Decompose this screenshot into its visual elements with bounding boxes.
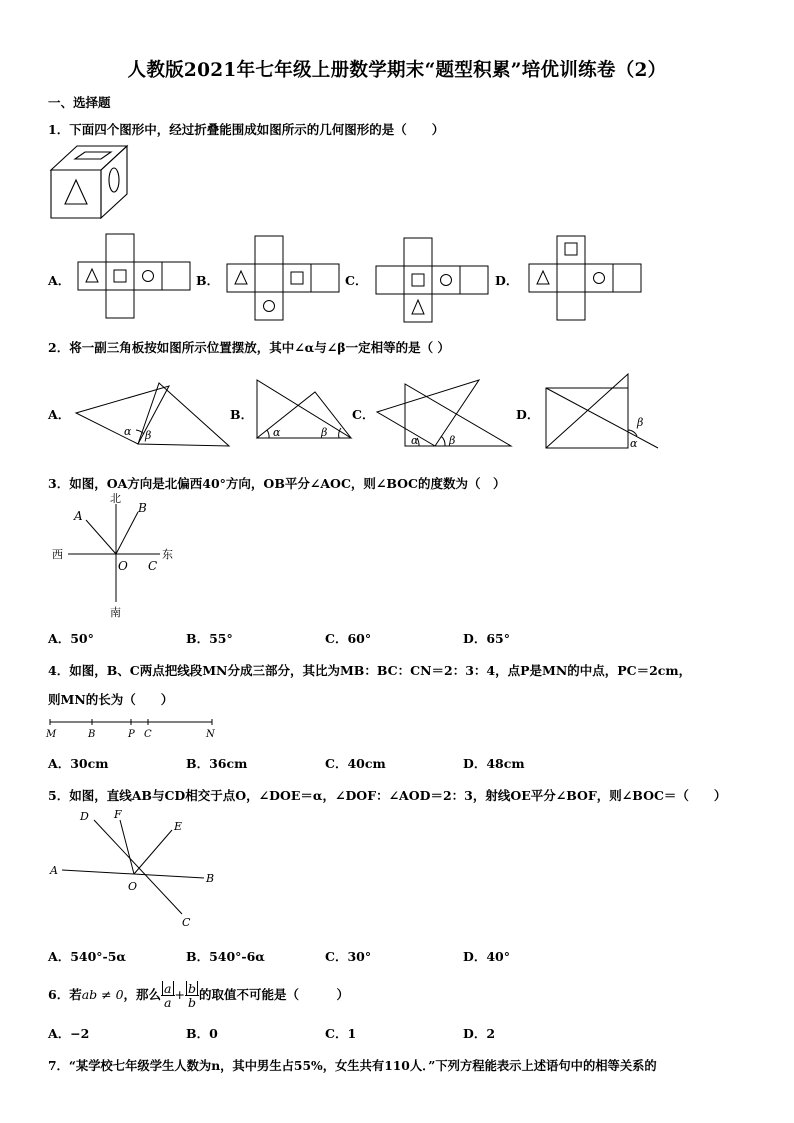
q6-condition: ab ≠ 0	[81, 987, 124, 1002]
q2-figure-a[interactable]	[74, 378, 234, 448]
q3-label-west: 西	[52, 548, 63, 561]
q4-segment-figure	[44, 714, 220, 742]
q3-label-a: A	[74, 509, 83, 523]
q6-fraction-1	[161, 982, 174, 1009]
q3-compass-figure	[50, 490, 190, 622]
question-2-stem: 2．将一副三角板按如图所示位置摆放，其中∠α与∠β一定相等的是（ ）	[48, 340, 450, 355]
q3-option-a[interactable]: A．50°	[48, 631, 94, 646]
q3-option-c[interactable]: C．60°	[325, 631, 372, 646]
question-1-stem: 1．下面四个图形中，经过折叠能围成如图所示的几何图形的是（ ）	[48, 122, 445, 137]
q6-option-c[interactable]: C．1	[325, 1026, 357, 1041]
q2b-beta: β	[321, 426, 328, 439]
question-5-stem: 5．如图，直线AB与CD相交于点O，∠DOE＝α，∠DOF：∠AOD＝2：3，射线OE平分∠BOF，则∠BOC＝（ ）	[48, 788, 727, 803]
q1-net-c[interactable]	[375, 237, 489, 323]
q6-option-d[interactable]: D．2	[463, 1026, 496, 1041]
q6-frac1-num: a	[164, 981, 172, 996]
q5-label-c: C	[182, 916, 191, 929]
q1-option-a[interactable]: A．	[48, 273, 71, 288]
q2c-alpha: α	[411, 434, 419, 447]
question-6-stem	[48, 982, 349, 1009]
q2-option-a[interactable]: A．	[48, 407, 71, 422]
q2a-alpha: α	[124, 425, 132, 438]
q3-label-c: C	[148, 559, 158, 573]
q5-option-b[interactable]: B．540°-6α	[186, 949, 265, 964]
q1-option-b[interactable]: B．	[196, 273, 220, 288]
q4-label-n: N	[206, 729, 215, 740]
q4-label-m: M	[46, 729, 57, 740]
q1-net-d[interactable]	[528, 235, 642, 321]
q3-label-south: 南	[110, 606, 121, 619]
q2-figure-d[interactable]	[544, 372, 664, 452]
q3-option-d[interactable]: D．65°	[463, 631, 510, 646]
q5-lines-figure	[48, 806, 228, 932]
q2d-alpha: α	[630, 437, 638, 450]
q1-net-a[interactable]	[77, 233, 191, 319]
q5-label-o: O	[128, 880, 138, 893]
q6-stem-post: 的取值不可能是（ ）	[199, 987, 350, 1002]
q6-stem-mid: ，那么	[123, 987, 162, 1002]
q4-label-c: C	[144, 729, 152, 740]
q2-option-b[interactable]: B．	[230, 407, 254, 422]
q2d-beta: β	[637, 416, 644, 429]
q3-label-north: 北	[110, 492, 121, 505]
q4-option-c[interactable]: C．40cm	[325, 756, 386, 771]
q5-label-d: D	[80, 810, 89, 823]
question-4-stem-line2: 则MN的长为（ ）	[48, 692, 174, 707]
question-4-stem-line1: 4．如图，B、C两点把线段MN分成三部分，其比为MB：BC：CN＝2：3：4，点P是MN的中点，PC＝2cm，	[48, 663, 692, 678]
q6-stem-pre: 6．若	[48, 987, 82, 1002]
q6-fraction-2	[185, 982, 199, 1009]
q3-option-b[interactable]: B．55°	[186, 631, 233, 646]
q4-option-d[interactable]: D．48cm	[463, 756, 525, 771]
page-title: 人教版2021年七年级上册数学期末“题型积累”培优训练卷（2）	[127, 60, 667, 81]
q5-label-e: E	[174, 820, 183, 833]
q5-option-c[interactable]: C．30°	[325, 949, 372, 964]
q6-option-b[interactable]: B．0	[186, 1026, 218, 1041]
q6-plus: +	[174, 987, 185, 1002]
q1-net-b[interactable]	[226, 235, 340, 321]
q3-label-east: 东	[162, 548, 173, 561]
q5-label-a: A	[50, 864, 58, 877]
q4-option-b[interactable]: B．36cm	[186, 756, 248, 771]
question-7-stem: 7．“某学校七年级学生人数为n，其中男生占55%，女生共有110人．”下列方程能表示上述语句中的相等关系的	[48, 1058, 657, 1073]
q5-label-f: F	[114, 808, 122, 821]
q5-option-d[interactable]: D．40°	[463, 949, 510, 964]
q2b-alpha: α	[273, 426, 281, 439]
question-3-stem: 3．如图，OA方向是北偏西40°方向，OB平分∠AOC，则∠BOC的度数为（ ）	[48, 476, 506, 491]
q3-label-b: B	[138, 501, 147, 515]
q2a-beta: β	[145, 429, 152, 442]
q5-option-a[interactable]: A．540°-5α	[48, 949, 127, 964]
q2-option-c[interactable]: C．	[352, 407, 375, 422]
q2-figure-c[interactable]	[375, 378, 515, 450]
q6-frac2-num: b	[187, 981, 196, 996]
q1-cube-figure	[45, 140, 135, 222]
q2-figure-b[interactable]	[255, 378, 355, 442]
q2-option-d[interactable]: D．	[516, 407, 540, 422]
q4-label-p: P	[128, 729, 135, 740]
q6-frac2-den: b	[187, 995, 196, 1010]
q6-option-a[interactable]: A．−2	[48, 1026, 90, 1041]
q3-label-o: O	[118, 559, 128, 573]
q6-frac1-den: a	[164, 995, 172, 1010]
section-heading: 一、选择题	[48, 95, 111, 110]
q1-option-c[interactable]: C．	[345, 273, 368, 288]
q5-label-b: B	[206, 872, 215, 885]
q4-label-b: B	[88, 729, 96, 740]
q4-option-a[interactable]: A．30cm	[48, 756, 109, 771]
q1-option-d[interactable]: D．	[495, 273, 519, 288]
q2c-beta: β	[449, 434, 456, 447]
